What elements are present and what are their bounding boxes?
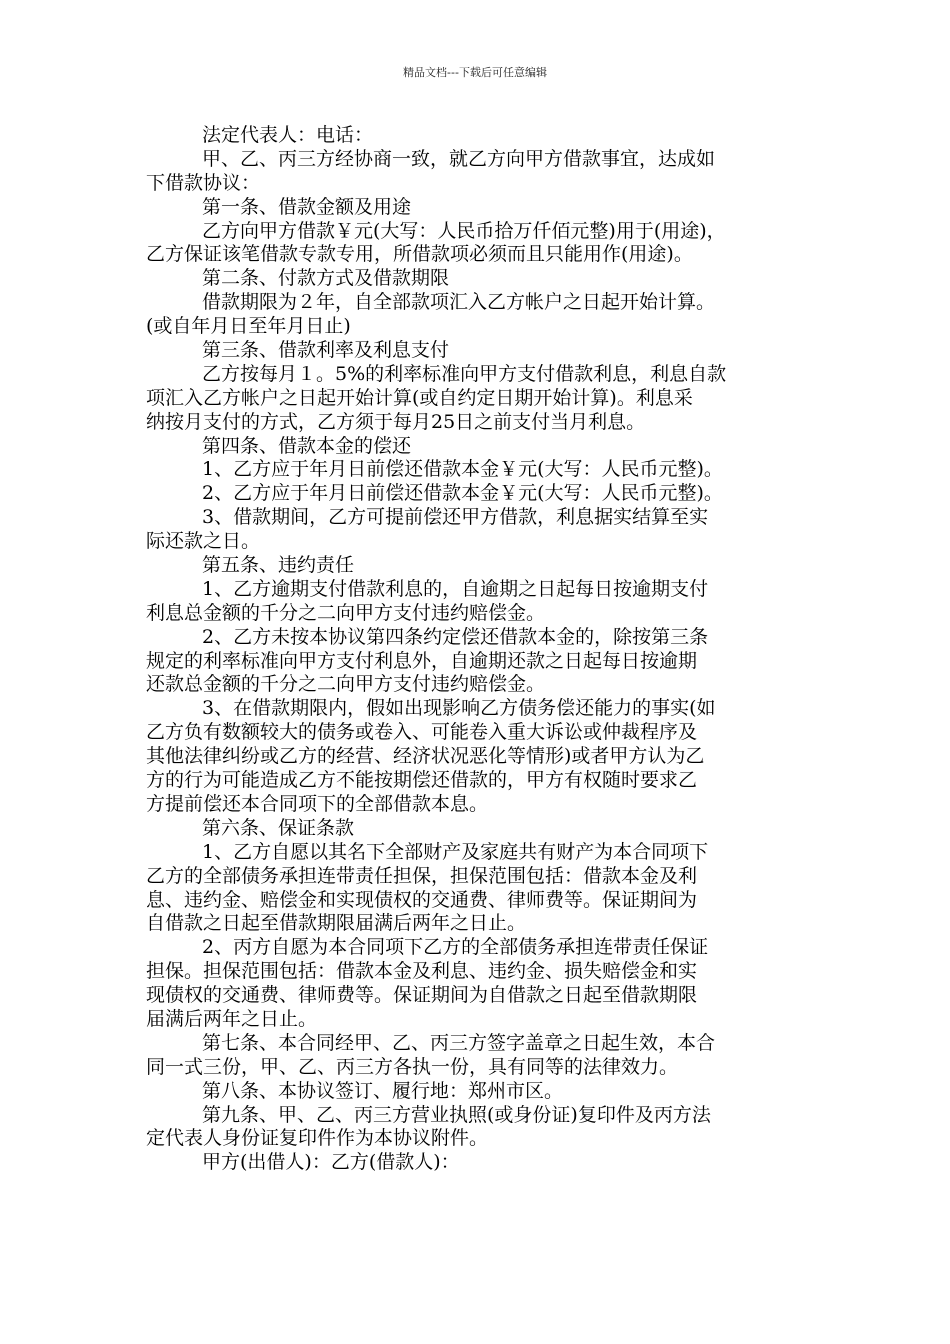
document-line: 定代表人身份证复印件作为本协议附件。 (146, 1127, 489, 1150)
document-line: 第八条、本协议签订、履行地：郑州市区。 (202, 1079, 564, 1102)
document-line: 第四条、借款本金的偿还 (202, 434, 412, 457)
document-line: 乙方按每月１。5%的利率标准向甲方支付借款利息，利息自款 (202, 362, 727, 385)
document-line: 际还款之日。 (146, 530, 261, 553)
document-line: 乙方向甲方借款￥元(大写：人民币拾万仟佰元整)用于(用途)， (202, 219, 726, 242)
document-line: 2、乙方应于年月日前偿还借款本金￥元(大写：人民币元整)。 (202, 482, 723, 505)
document-line: 第七条、本合同经甲、乙、丙三方签字盖章之日起生效，本合 (202, 1031, 716, 1054)
document-line: 方的行为可能造成乙方不能按期偿还借款的，甲方有权随时要求乙 (146, 769, 698, 792)
document-line: 息、违约金、赔偿金和实现债权的交通费、律师费等。保证期间为 (146, 888, 698, 911)
document-line: 法定代表人：电话： (202, 124, 374, 146)
document-line: 还款总金额的千分之二向甲方支付违约赔偿金。 (146, 673, 546, 696)
document-line: 届满后两年之日止。 (146, 1007, 318, 1030)
document-line: 规定的利率标准向甲方支付利息外，自逾期还款之日起每日按逾期 (146, 649, 698, 672)
document-line: 下借款协议： (146, 171, 261, 194)
document-line: 方提前偿还本合同项下的全部借款本息。 (146, 792, 489, 815)
document-line: 纳按月支付的方式，乙方须于每月25日之前支付当月利息。 (146, 410, 646, 433)
document-line: 3、借款期间，乙方可提前偿还甲方借款，利息据实结算至实 (202, 506, 709, 529)
document-line: 项汇入乙方帐户之日起开始计算(或自约定日期开始计算)。利息采 (146, 386, 693, 409)
document-line: 1、乙方自愿以其名下全部财产及家庭共有财产为本合同项下 (202, 840, 709, 863)
document-line: 第二条、付款方式及借款期限 (202, 267, 450, 290)
document-line: 乙方的全部债务承担连带责任担保，担保范围包括：借款本金及利 (146, 864, 698, 887)
document-line: 利息总金额的千分之二向甲方支付违约赔偿金。 (146, 601, 546, 624)
document-line: 第九条、甲、乙、丙三方营业执照(或身份证)复印件及丙方法 (202, 1103, 711, 1126)
document-line: 乙方负有数额较大的债务或卷入、可能卷入重大诉讼或仲裁程序及 (146, 721, 698, 744)
document-line: 现债权的交通费、律师费等。保证期间为自借款之日起至借款期限 (146, 984, 698, 1007)
document-line: 1、乙方应于年月日前偿还借款本金￥元(大写：人民币元整)。 (202, 458, 723, 481)
document-line: 1、乙方逾期支付借款利息的，自逾期之日起每日按逾期支付 (202, 577, 709, 600)
document-body (146, 124, 816, 1175)
document-line: 同一式三份，甲、乙、丙三方各执一份，具有同等的法律效力。 (146, 1055, 679, 1078)
document-line: (或自年月日至年月日止) (146, 315, 351, 338)
document-line: 2、丙方自愿为本合同项下乙方的全部债务承担连带责任保证 (202, 936, 709, 959)
document-line: 其他法律纠纷或乙方的经营、经济状况恶化等情形)或者甲方认为乙 (146, 745, 705, 768)
document-line: 甲方(出借人)：乙方(借款人)： (202, 1151, 460, 1174)
document-line: 乙方保证该笔借款专款专用，所借款项必须而且只能用作(用途)。 (146, 243, 693, 266)
document-line: 第五条、违约责任 (202, 554, 355, 577)
document-line: 自借款之日起至借款期限届满后两年之日止。 (146, 912, 527, 935)
document-line: 甲、乙、丙三方经协商一致，就乙方向甲方借款事宜，达成如 (202, 147, 716, 170)
document-line: 第一条、借款金额及用途 (202, 195, 412, 218)
document-line: 第三条、借款利率及利息支付 (202, 339, 450, 362)
document-line: 3、在借款期限内，假如出现影响乙方债务偿还能力的事实(如 (202, 697, 716, 720)
document-line: 担保。担保范围包括：借款本金及利息、违约金、损失赔偿金和实 (146, 960, 698, 983)
document-line: 第六条、保证条款 (202, 816, 355, 839)
page-header: 精品文档---下载后可任意编辑 (403, 66, 547, 79)
document-line: 2、乙方未按本协议第四条约定偿还借款本金的，除按第三条 (202, 625, 709, 648)
document-line: 借款期限为２年，自全部款项汇入乙方帐户之日起开始计算。 (202, 291, 716, 314)
